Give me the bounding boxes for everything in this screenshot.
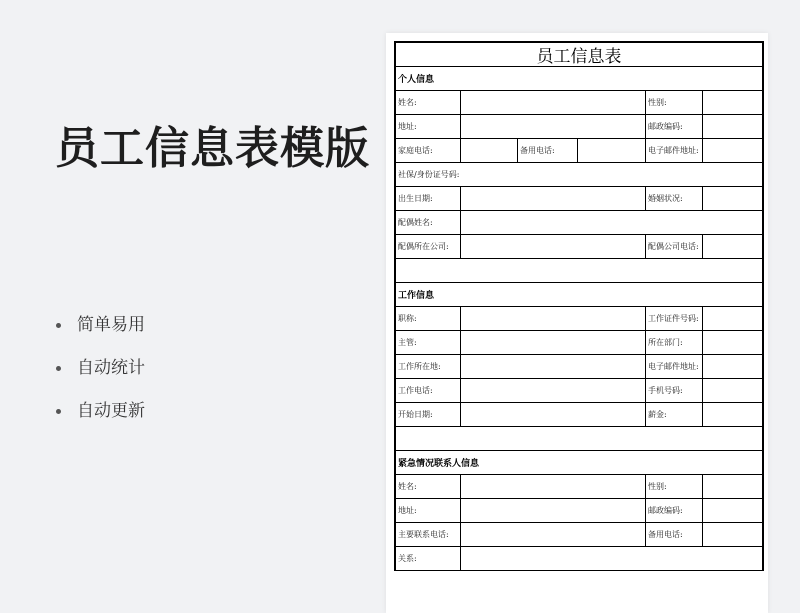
field-label: 薪金: — [646, 403, 703, 426]
email-field[interactable] — [703, 139, 762, 162]
field-label: 主管: — [396, 331, 461, 354]
section-heading: 工作信息 — [398, 291, 435, 301]
form-row — [396, 499, 762, 523]
field-label: 邮政编码: — [646, 499, 703, 522]
feature-label: 自动统计 — [77, 358, 145, 378]
field-label: 姓名: — [396, 475, 461, 498]
field-label: 电子邮件地址: — [646, 139, 703, 162]
feature-label: 简单易用 — [77, 315, 145, 335]
feature-item — [55, 355, 145, 398]
work-location-field[interactable] — [461, 355, 646, 378]
field-label: 出生日期: — [396, 187, 461, 210]
spouse-name-field[interactable] — [461, 211, 762, 234]
work-id-field[interactable] — [703, 307, 762, 330]
field-label: 开始日期: — [396, 403, 461, 426]
form-row — [396, 187, 762, 211]
field-label: 配偶姓名: — [396, 211, 461, 234]
bullet-icon — [56, 366, 61, 371]
employee-form — [394, 41, 764, 571]
field-label: 婚姻状况: — [646, 187, 703, 210]
field-label: 工作所在地: — [396, 355, 461, 378]
contact-gender-field[interactable] — [703, 475, 762, 498]
form-row — [396, 331, 762, 355]
section-emergency — [396, 451, 762, 475]
section-work — [396, 283, 762, 307]
section-heading: 个人信息 — [398, 75, 435, 85]
work-email-field[interactable] — [703, 355, 762, 378]
form-row — [396, 163, 762, 187]
field-label: 职称: — [396, 307, 461, 330]
field-label: 手机号码: — [646, 379, 703, 402]
mobile-field[interactable] — [703, 379, 762, 402]
department-field[interactable] — [703, 331, 762, 354]
relationship-field[interactable] — [461, 547, 762, 570]
name-field[interactable] — [461, 91, 646, 114]
field-label: 地址: — [396, 499, 461, 522]
field-label: 性别: — [646, 91, 703, 114]
field-label: 地址: — [396, 115, 461, 138]
feature-item — [55, 312, 145, 355]
section-heading: 紧急情况联系人信息 — [398, 459, 480, 469]
form-row — [396, 475, 762, 499]
form-row — [396, 211, 762, 235]
birth-date-field[interactable] — [461, 187, 646, 210]
contact-address-field[interactable] — [461, 499, 646, 522]
field-label: 家庭电话: — [396, 139, 461, 162]
job-title-field[interactable] — [461, 307, 646, 330]
contact-backup-phone-field[interactable] — [703, 523, 762, 546]
contact-main-phone-field[interactable] — [461, 523, 646, 546]
bullet-icon — [56, 323, 61, 328]
form-row — [396, 307, 762, 331]
spacer-row — [396, 427, 762, 451]
section-personal — [396, 67, 762, 91]
field-label: 主要联系电话: — [396, 523, 461, 546]
feature-label: 自动更新 — [77, 401, 145, 421]
spacer-row — [396, 259, 762, 283]
form-row — [396, 403, 762, 427]
form-row — [396, 379, 762, 403]
document-preview — [386, 33, 768, 613]
postcode-field[interactable] — [703, 115, 762, 138]
feature-list — [55, 312, 145, 441]
field-label: 邮政编码: — [646, 115, 703, 138]
field-label: 备用电话: — [646, 523, 703, 546]
field-label: 配偶公司电话: — [646, 235, 703, 258]
salary-field[interactable] — [703, 403, 762, 426]
id-number-field[interactable]: 社保/身份证号码: — [398, 170, 460, 179]
spouse-company-phone-field[interactable] — [703, 235, 762, 258]
field-label: 工作电话: — [396, 379, 461, 402]
form-row — [396, 235, 762, 259]
field-label: 关系: — [396, 547, 461, 570]
home-phone-field[interactable] — [461, 139, 518, 162]
gender-field[interactable] — [703, 91, 762, 114]
start-date-field[interactable] — [461, 403, 646, 426]
form-title-row — [396, 43, 762, 67]
page-headline: 员工信息表模版 — [55, 123, 370, 174]
field-label: 工作证件号码: — [646, 307, 703, 330]
form-row — [396, 91, 762, 115]
supervisor-field[interactable] — [461, 331, 646, 354]
feature-item — [55, 398, 145, 441]
form-row — [396, 523, 762, 547]
contact-postcode-field[interactable] — [703, 499, 762, 522]
form-title: 员工信息表 — [536, 47, 622, 67]
form-row — [396, 115, 762, 139]
backup-phone-field[interactable] — [578, 139, 646, 162]
field-label: 姓名: — [396, 91, 461, 114]
field-label: 性别: — [646, 475, 703, 498]
work-phone-field[interactable] — [461, 379, 646, 402]
field-label: 配偶所在公司: — [396, 235, 461, 258]
form-row — [396, 355, 762, 379]
address-field[interactable] — [461, 115, 646, 138]
field-label: 备用电话: — [518, 139, 578, 162]
contact-name-field[interactable] — [461, 475, 646, 498]
form-row — [396, 139, 762, 163]
field-label: 电子邮件地址: — [646, 355, 703, 378]
spouse-company-field[interactable] — [461, 235, 646, 258]
marital-status-field[interactable] — [703, 187, 762, 210]
form-row — [396, 547, 762, 571]
bullet-icon — [56, 409, 61, 414]
field-label: 所在部门: — [646, 331, 703, 354]
